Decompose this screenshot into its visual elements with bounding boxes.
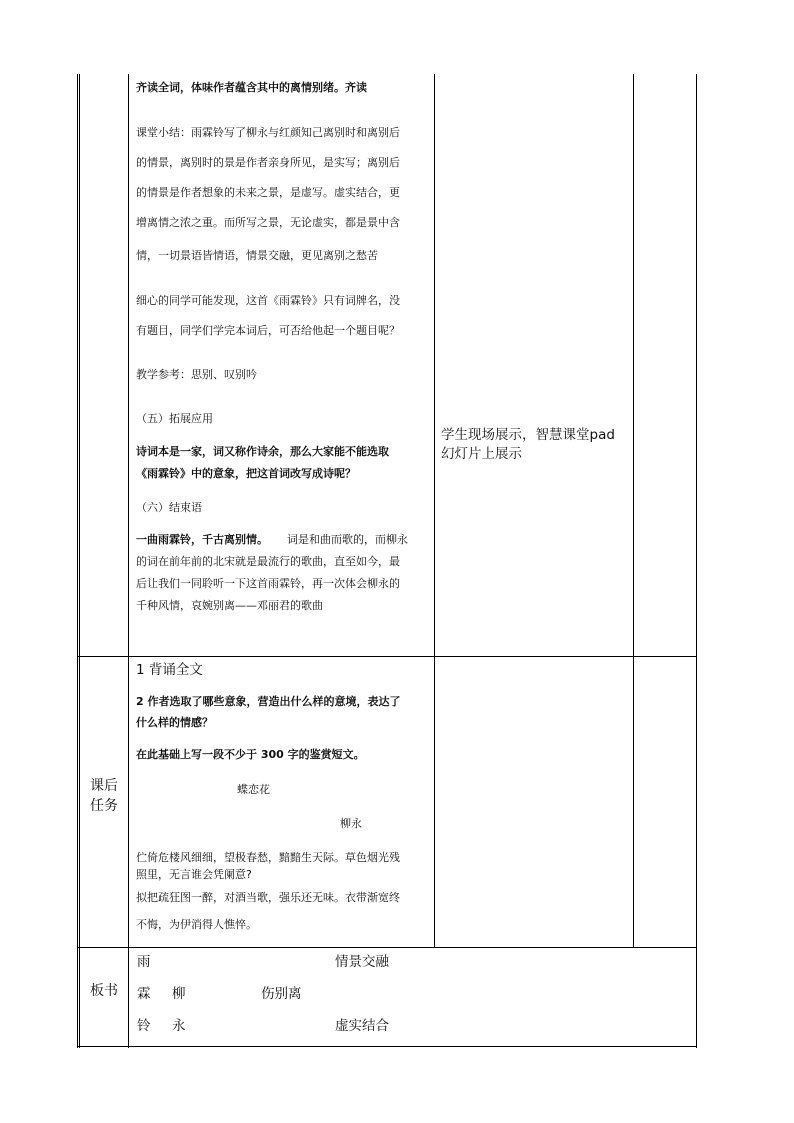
closing-line: 后让我们一同聆听一下这首雨霖铃，再一次体会柳永的 bbox=[136, 577, 400, 590]
table-row-divider-2 bbox=[78, 947, 697, 948]
homework-item: 2 作者选取了哪些意象，营造出什么样的意境，表达了 bbox=[136, 695, 401, 708]
homework-item: 在此基础上写一段不少于 300 字的鉴赏短文。 bbox=[136, 748, 365, 761]
poem-line: 不悔，为伊消得人憔悴。 bbox=[136, 918, 257, 931]
table-divider-content bbox=[434, 74, 435, 948]
closing-line: 一曲雨霖铃，千古离别情。 bbox=[136, 533, 268, 546]
extension-task: 《雨霖铃》中的意象，把这首词改写成诗呢？ bbox=[136, 467, 356, 480]
student-activity-line: 学生现场展示，智慧课堂pad bbox=[441, 427, 615, 443]
student-activity-line: 幻灯片上展示 bbox=[441, 446, 522, 462]
table-divider-label bbox=[128, 74, 129, 1048]
table-border-left-inner bbox=[79, 74, 80, 1048]
section-heading: （六）结束语 bbox=[136, 501, 202, 514]
section-heading: （五）拓展应用 bbox=[136, 412, 213, 425]
board-item: 永 bbox=[172, 1018, 186, 1034]
board-item: 情景交融 bbox=[335, 954, 389, 970]
board-item: 虚实结合 bbox=[335, 1018, 389, 1034]
closing-line: 千种风情，哀婉别离——邓丽君的歌曲 bbox=[136, 599, 323, 612]
table-border-right bbox=[696, 74, 697, 1048]
extension-task: 诗词本是一家，词又称作诗余，那么大家能不能选取 bbox=[136, 445, 389, 458]
table-border-left bbox=[77, 74, 78, 1048]
reading-instruction: 齐读全词，体味作者蕴含其中的离情别绪。齐读 bbox=[136, 81, 367, 94]
board-item: 雨 bbox=[137, 954, 151, 970]
teaching-reference: 教学参考：思别、叹别吟 bbox=[136, 368, 257, 381]
board-item: 伤别离 bbox=[261, 986, 302, 1002]
closing-line: 词是和曲而歌的，而柳永 bbox=[287, 533, 408, 546]
summary-line: 课堂小结：雨霖铃写了柳永与红颜知己离别时和离别后 bbox=[136, 126, 400, 139]
table-divider-notes bbox=[633, 74, 634, 948]
board-item: 铃 bbox=[137, 1018, 151, 1034]
board-label: 板书 bbox=[90, 983, 118, 999]
closing-line: 的词在前年前的北宋就是最流行的歌曲，直至如今，最 bbox=[136, 555, 400, 568]
poem-line: 伫倚危楼风细细，望极春愁，黯黯生天际。草色烟光残 bbox=[136, 851, 400, 864]
summary-line: 情，一切景语皆情语，情景交融，更见离别之愁苦 bbox=[136, 249, 378, 262]
homework-item: 什么样的情感？ bbox=[136, 716, 213, 729]
table-row-divider-1 bbox=[78, 656, 697, 657]
summary-line: 增离情之浓之重。而所写之景，无论虚实，都是景中含 bbox=[136, 216, 400, 229]
homework-label: 课后 任务 bbox=[90, 778, 118, 814]
poem-line: 照里，无言谁会凭阑意? bbox=[136, 868, 252, 881]
poem-line: 拟把疏狂图一醉，对酒当歌，强乐还无味。衣带渐宽终 bbox=[136, 891, 400, 904]
table-border-bottom bbox=[78, 1046, 697, 1047]
summary-line: 的情景，离别时的景是作者亲身所见，是实写；离别后 bbox=[136, 156, 400, 169]
homework-item: 1 背诵全文 bbox=[136, 662, 203, 678]
board-item: 霖 bbox=[137, 986, 151, 1002]
question-line: 细心的同学可能发现，这首《雨霖铃》只有词牌名，没 bbox=[136, 294, 400, 307]
summary-line: 的情景是作者想象的未来之景，是虚写。虚实结合，更 bbox=[136, 186, 400, 199]
poem-author: 柳永 bbox=[340, 817, 362, 830]
poem-title: 蝶恋花 bbox=[237, 783, 270, 796]
board-item: 柳 bbox=[172, 986, 186, 1002]
question-line: 有题目，同学们学完本词后，可否给他起一个题目呢？ bbox=[136, 324, 400, 337]
